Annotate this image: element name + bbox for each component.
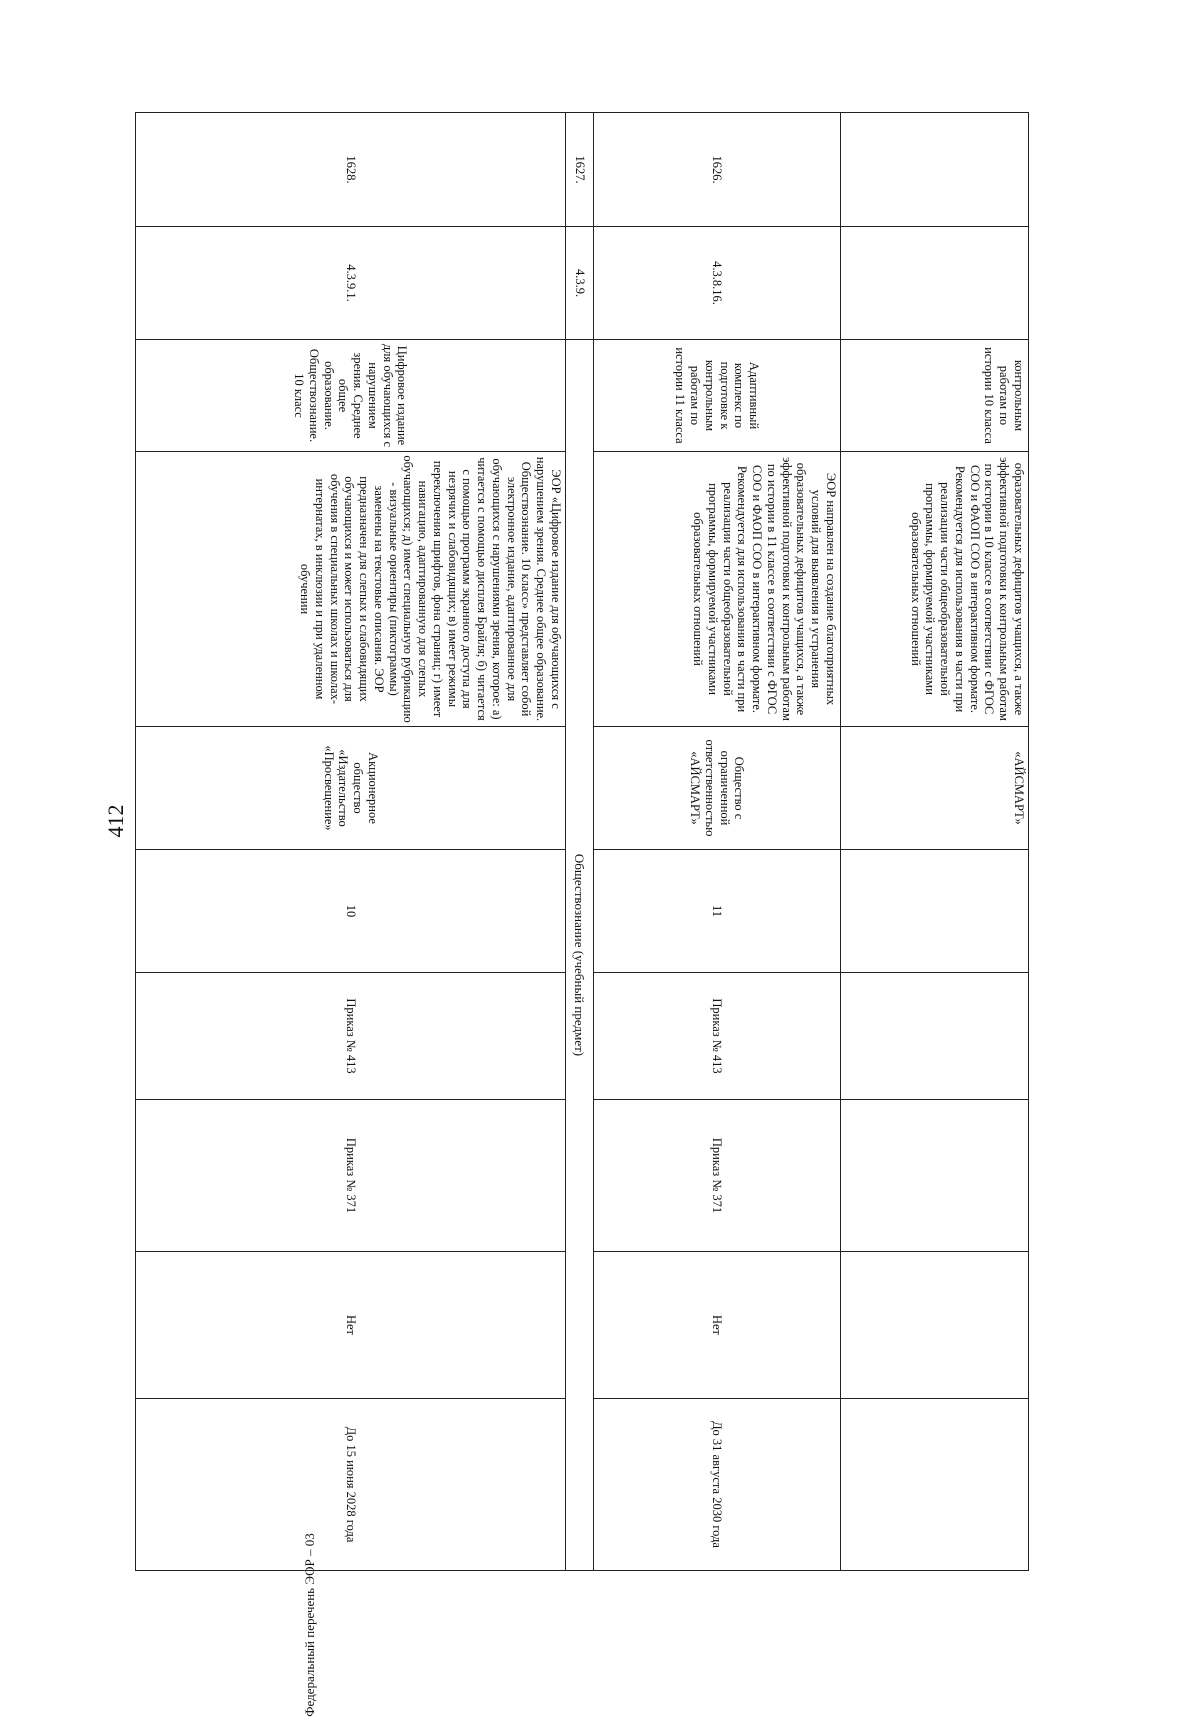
footer <box>300 1533 320 1717</box>
resource-description: ЭОР «Цифровое издание для обучающихся с нарушением зрения. Среднее общее образование. Обществознание. 10 класс» представляет собой электронное издание, адаптированное для обучающихся с нарушениями зрения, которое: а) читается с помощью дисплея Брайля; б) читается с помощью программ экранного доступа для незрячих и слабовидящих; в) имеет режимы переключения шрифтов, фона страниц; г) имеет навигацию, адаптированную для слепых обучающихся; д) имеет специальную рубрикацию - визуальные ориентиры (пиктограммы) заменены на текстовые описания. ЭОР предназначен для слепых и слабовидящих обучающихся и может использоваться для обучения в специальных школах и школах-интернатах, в инклюзии и при удаленном обучении <box>136 452 566 727</box>
order-program: Приказ № 371 <box>594 1100 841 1252</box>
publisher: «АЙСМАРТ» <box>841 727 1029 850</box>
publisher: Акционерное общество «Издательство «Просвещение» <box>136 727 566 850</box>
table-row <box>841 113 1029 1571</box>
grade: 10 <box>136 850 566 973</box>
table-row-section <box>566 113 594 1571</box>
resource-description: образовательных дефицитов учащихся, а также эффективной подготовки к контрольным работам по истории в 10 классе в соответствии с ФГОС СОО и ФАОП СОО в интерактивном формате. Рекомендуется для использования в части при реализации части общеобразовательной программы, формируемой участниками образовательных отношений <box>841 452 1029 727</box>
flag <box>841 1252 1029 1399</box>
table-row <box>594 113 841 1571</box>
page-number: 412 <box>103 804 128 838</box>
rotated-table-sheet <box>136 112 1029 1570</box>
flag: Нет <box>594 1252 841 1399</box>
row-number: 1627. <box>566 113 594 227</box>
order-standard: Приказ № 413 <box>594 973 841 1100</box>
row-code <box>841 227 1029 340</box>
footer-text: Федеральный перечень ЭОР – 03 <box>302 1533 317 1717</box>
resource-name: Адаптивный комплекс по подготовке к контрольным работам по истории 11 класса <box>594 340 841 452</box>
resource-name: контрольным работам по истории 10 класса <box>841 340 1029 452</box>
row-code: 4.3.9.1. <box>136 227 566 340</box>
deadline: До 15 июня 2028 года <box>136 1399 566 1571</box>
flag: Нет <box>136 1252 566 1399</box>
resource-name: Цифровое издание для обучающихся с нарушением зрения. Среднее общее образование. Обществознание. 10 класс <box>136 340 566 452</box>
table-wrapper <box>136 112 1029 1570</box>
deadline: До 31 августа 2030 года <box>594 1399 841 1571</box>
deadline <box>841 1399 1029 1571</box>
grade: 11 <box>594 850 841 973</box>
resource-description: ЭОР направлен на создание благоприятных условий для выявления и устранения образовательных дефицитов учащихся, а также эффективной подготовки к контрольным работам по истории в 11 классе в соответствии с ФГОС СОО и ФАОП СОО в интерактивном формате. Рекомендуется для использования в части при реализации части общеобразовательной программы, формируемой участниками образовательных отношений <box>594 452 841 727</box>
order-standard: Приказ № 413 <box>136 973 566 1100</box>
row-code: 4.3.9. <box>566 227 594 340</box>
grade <box>841 850 1029 973</box>
section-title: Обществознание (учебный предмет) <box>566 340 594 1571</box>
order-program: Приказ № 371 <box>136 1100 566 1252</box>
table-row <box>136 113 566 1571</box>
row-number: 1626. <box>594 113 841 227</box>
row-number: 1628. <box>136 113 566 227</box>
row-number <box>841 113 1029 227</box>
order-standard <box>841 973 1029 1100</box>
order-program <box>841 1100 1029 1252</box>
eor-table <box>135 112 1029 1571</box>
publisher: Общество с ограниченной ответственностью «АЙСМАРТ» <box>594 727 841 850</box>
row-code: 4.3.8.16. <box>594 227 841 340</box>
